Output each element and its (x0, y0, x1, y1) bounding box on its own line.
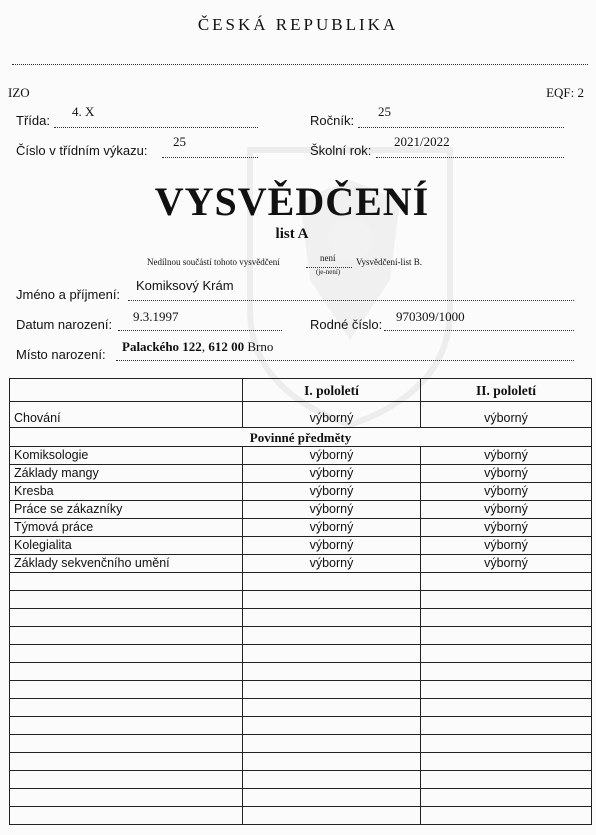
subject-grade-1: výborný (243, 447, 421, 465)
empty-row (10, 663, 592, 681)
subject-name: Základy sekvenčního umění (10, 555, 243, 573)
empty-cell (243, 591, 421, 609)
empty-cell (243, 681, 421, 699)
subject-row (10, 483, 592, 501)
empty-cell (10, 771, 243, 789)
birth-line (118, 330, 282, 331)
empty-cell (243, 699, 421, 717)
rc-value: 970309/1000 (396, 309, 465, 324)
rc-label: Rodné číslo: (310, 317, 383, 332)
place-city: Brno (247, 339, 274, 354)
empty-cell (421, 735, 592, 753)
empty-cell (421, 573, 592, 591)
empty-cell (421, 663, 592, 681)
subject-row (10, 537, 592, 555)
subject-row (10, 465, 592, 483)
trida-value: 4. X (72, 104, 95, 119)
empty-cell (421, 645, 592, 663)
subject-row (10, 519, 592, 537)
note-before: Nedílnou součástí tohoto vysvědčení (147, 257, 280, 267)
empty-cell (243, 573, 421, 591)
empty-cell (243, 771, 421, 789)
place-street: Palackého 122 (122, 339, 202, 354)
section-title: Povinné předměty (10, 428, 592, 447)
empty-cell (10, 753, 243, 771)
rocnik-line (358, 127, 564, 128)
rocnik-value: 25 (378, 104, 391, 119)
subject-grade-2: výborný (421, 519, 592, 537)
note-value: není (320, 253, 336, 263)
rc-line (384, 330, 574, 331)
place-zip: 612 00 (208, 339, 245, 354)
header-semester-1: I. pololetí (243, 379, 421, 402)
rok-line (376, 157, 564, 158)
subject-name: Práce se zákazníky (10, 501, 243, 519)
rok-value: 2021/2022 (394, 134, 450, 149)
empty-row (10, 717, 592, 735)
rocnik-label: Ročník: (310, 113, 355, 128)
cislo-value: 25 (173, 134, 186, 149)
empty-cell (421, 771, 592, 789)
country-heading: ČESKÁ REPUBLIKA (197, 15, 399, 34)
eqf-label: EQF: 2 (546, 85, 584, 100)
empty-cell (10, 789, 243, 807)
empty-cell (10, 717, 243, 735)
empty-row (10, 789, 592, 807)
table-header-row (10, 379, 592, 402)
empty-cell (421, 717, 592, 735)
subject-grade-2: výborný (421, 537, 592, 555)
subject-grade-1: výborný (243, 555, 421, 573)
behavior-grade-1: výborný (243, 402, 421, 428)
subject-row (10, 447, 592, 465)
rok-label: Školní rok: (310, 143, 372, 158)
empty-cell (421, 807, 592, 825)
empty-cell (10, 627, 243, 645)
subject-name: Základy mangy (10, 465, 243, 483)
note-hint: (je-není) (316, 268, 341, 276)
empty-row (10, 645, 592, 663)
document-subtitle: list A (275, 226, 309, 242)
empty-cell (243, 753, 421, 771)
place-separator: , (201, 339, 206, 354)
empty-row (10, 573, 592, 591)
name-line (128, 300, 574, 301)
subject-grade-1: výborný (243, 501, 421, 519)
empty-cell (243, 789, 421, 807)
empty-cell (243, 735, 421, 753)
subject-grade-2: výborný (421, 447, 592, 465)
empty-cell (421, 789, 592, 807)
empty-row (10, 681, 592, 699)
empty-cell (421, 627, 592, 645)
empty-cell (10, 663, 243, 681)
place-value (122, 339, 273, 355)
subject-name: Komiksologie (10, 447, 243, 465)
subject-grade-1: výborný (243, 519, 421, 537)
subject-grade-1: výborný (243, 483, 421, 501)
empty-cell (10, 645, 243, 663)
empty-row (10, 753, 592, 771)
cislo-line (162, 157, 258, 158)
empty-cell (243, 609, 421, 627)
birth-label: Datum narození: (16, 317, 113, 332)
cislo-label: Číslo v třídním výkazu: (16, 143, 148, 158)
empty-cell (421, 699, 592, 717)
header-semester-2: II. pololetí (421, 379, 592, 402)
header-blank (10, 379, 243, 402)
trida-label: Třída: (16, 113, 50, 128)
empty-cell (243, 663, 421, 681)
grades-table (9, 378, 592, 825)
empty-cell (421, 753, 592, 771)
empty-cell (421, 681, 592, 699)
empty-cell (243, 717, 421, 735)
subject-name: Kresba (10, 483, 243, 501)
note-after: Vysvědčení-list B. (356, 257, 422, 267)
empty-cell (10, 699, 243, 717)
empty-row (10, 735, 592, 753)
empty-cell (10, 609, 243, 627)
name-label: Jméno a příjmení: (16, 287, 121, 302)
behavior-row (10, 402, 592, 428)
subject-grade-2: výborný (421, 483, 592, 501)
subject-grade-1: výborný (243, 537, 421, 555)
empty-row (10, 609, 592, 627)
empty-cell (10, 573, 243, 591)
empty-row (10, 699, 592, 717)
empty-cell (10, 735, 243, 753)
empty-cell (10, 807, 243, 825)
birth-value: 9.3.1997 (133, 309, 179, 324)
empty-row (10, 771, 592, 789)
empty-cell (243, 807, 421, 825)
empty-row (10, 591, 592, 609)
empty-cell (243, 645, 421, 663)
empty-row (10, 807, 592, 825)
empty-cell (243, 627, 421, 645)
subject-row (10, 501, 592, 519)
subject-grade-2: výborný (421, 555, 592, 573)
trida-line (54, 127, 258, 128)
empty-cell (421, 591, 592, 609)
empty-cell (421, 609, 592, 627)
subject-name: Týmová práce (10, 519, 243, 537)
place-label: Místo narození: (16, 347, 106, 362)
subject-name: Kolegialita (10, 537, 243, 555)
document-title: VYSVĚDČENÍ (154, 179, 430, 224)
section-row (10, 428, 592, 447)
empty-cell (10, 681, 243, 699)
subject-grade-1: výborný (243, 465, 421, 483)
subject-row (10, 555, 592, 573)
place-line (116, 360, 574, 361)
izo-label: IZO (8, 85, 30, 100)
subject-grade-2: výborný (421, 465, 592, 483)
name-value: Komiksový Krám (136, 278, 234, 293)
empty-cell (10, 591, 243, 609)
school-line (12, 64, 588, 65)
empty-row (10, 627, 592, 645)
behavior-grade-2: výborný (421, 402, 592, 428)
behavior-label: Chování (10, 402, 243, 428)
subject-grade-2: výborný (421, 501, 592, 519)
